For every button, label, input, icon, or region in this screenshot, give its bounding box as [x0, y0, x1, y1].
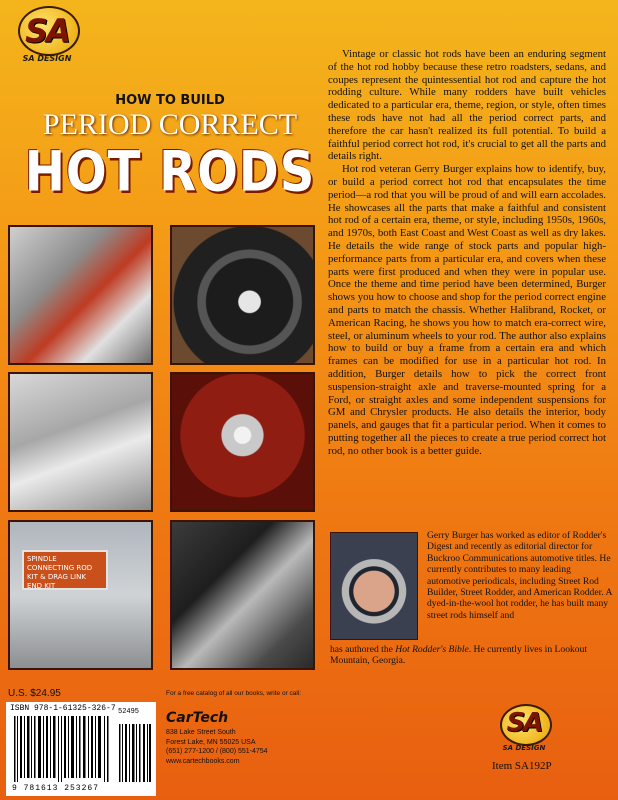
- address-line: 838 Lake Street South: [166, 729, 236, 736]
- logo-subtitle: SA DESIGN: [502, 744, 546, 752]
- supplement-barcode-bars: [118, 716, 152, 782]
- logo-letters: SA: [25, 12, 69, 50]
- sa-design-logo-bottom: [494, 704, 554, 752]
- catalog-note: For a free catalog of all our books, write or call:: [166, 690, 302, 697]
- website-line: www.cartechbooks.com: [166, 757, 240, 765]
- title-mid: PERIOD CORRECT: [42, 108, 298, 141]
- photo-carburetors: [8, 225, 153, 365]
- isbn-number: 9 781613 253267: [12, 784, 100, 793]
- author-bio-continued: [330, 644, 613, 667]
- phone-line: (651) 277-1200 / (800) 551-4754: [166, 748, 268, 755]
- logo-letters: SA: [506, 708, 542, 738]
- isbn-label: ISBN 978-1-61325-326-7: [10, 704, 116, 713]
- sa-design-logo: [8, 6, 86, 66]
- logo-subtitle: SA DESIGN: [22, 54, 72, 63]
- cartech-logo: CarTech: [166, 710, 229, 726]
- description-paragraph-2: Hot rod veteran Gerry Burger explains how to identify, buy, or build a period correct hot rod that encapsulates the time period—a rod that you will be proud of and will earn accolades. He showcases all the parts that make a faithful and consistent hot rod of a certain era, theme, or style, including 1950s, 1960s, and 1970s, both East Coast and West Coast as well as dry lakes. He details the wide range of stock parts and popular high-performance parts from a particular era, and covers when these parts were first produced and when they were in popular use. Once the theme and time period have been determined, Burger shows you how to choose and shop for the period correct engine and parts to match the chassis. Whether Halibrand, Rocket, or American Racing, he shows you how to match era-correct wire, steel, or aluminum wheels to your rod. The author also explains how to build or buy a frame from a certain era and which frames can be modified for use in a particular hot rod. In addition, Burger details how to pick the correct front suspension-straight axle and traverse-mounted spring for a Ford, or straight axles and some independent suspensions for GM and Chrysler products. He also details the interior, body panels, and gauges that fit a particular period. When it comes to putting together all the pieces to create a true period correct hot rod, no other book is a better guide.: [328, 163, 606, 457]
- isbn-supplement-number: 52495: [118, 708, 140, 716]
- title-big: HOT RODS: [24, 140, 316, 205]
- photo-steering-wheel: [170, 372, 315, 512]
- author-bio: Gerry Burger has worked as editor of Rodder's Digest and recently as editorial director for Buckroo Communications automotive titles. He currently contributes to many leading automotive periodicals, including Street Rod Builder, Street Rodder, and American Rodder. A dyed-in-the-wool hot rodder, he has built many street rods himself and: [427, 530, 612, 621]
- photo-rear-axle: [8, 372, 153, 512]
- bio-book-title: Hot Rodder's Bible: [395, 644, 469, 655]
- title-small: HOW TO BUILD: [115, 93, 225, 108]
- bio-post: . He currently lives in Lookout Mountain, Georgia.: [330, 644, 588, 667]
- photo-engine: [170, 520, 315, 670]
- publisher-address: [166, 728, 326, 766]
- description-text: [328, 48, 606, 458]
- kit-box-label: SPINDLE CONNECTING ROD KIT & DRAG LINK END KIT: [22, 550, 108, 590]
- photo-wire-wheel: [170, 225, 315, 365]
- isbn-barcode: [6, 702, 156, 796]
- price: U.S. $24.95: [8, 688, 61, 699]
- barcode-bars: [12, 716, 112, 782]
- description-paragraph-1: Vintage or classic hot rods have been an enduring segment of the hot rod hobby because these retro roadsters, sedans, and coupes represent the quintessential hot rod and capture the hot rodding culture. While many rodders have built vehicles dedicated to a particular era, theme, region, or style, often times these rods have not had all the period correct parts, and therefore the car hasn't realized its full potential. To build a faithful period correct hot rod, it's crucial to get all the parts and details right.: [328, 48, 606, 163]
- bio-pre: has authored the: [330, 644, 396, 655]
- address-line: Forest Lake, MN 55025 USA: [166, 738, 256, 746]
- item-number: Item SA192P: [492, 760, 552, 772]
- author-photo: [330, 532, 418, 640]
- photo-tie-rod-kit: [8, 520, 153, 670]
